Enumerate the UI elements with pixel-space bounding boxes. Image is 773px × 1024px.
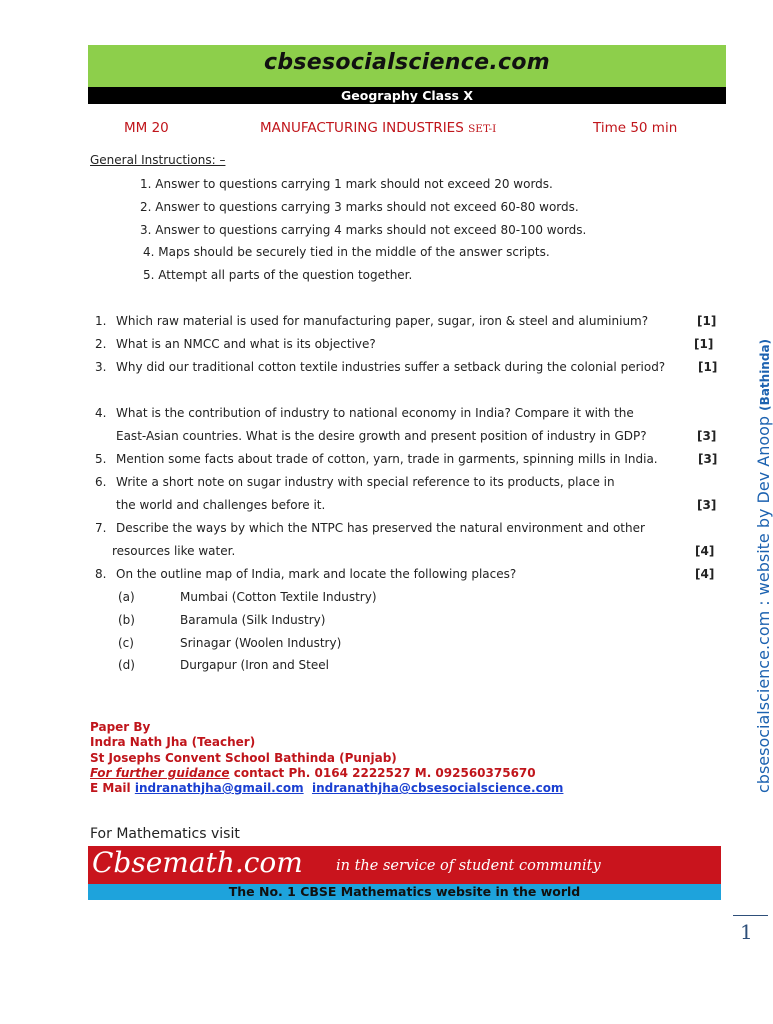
guidance-label: For further guidance: [90, 766, 230, 780]
instruction-item: 3. Answer to questions carrying 4 marks should not exceed 80-100 words.: [140, 223, 587, 237]
question-marks: [1]: [694, 337, 714, 351]
question-6: [95, 475, 615, 489]
question-text-line: the world and challenges before it.: [116, 498, 326, 512]
instruction-item: 4. Maps should be securely tied in the middle of the answer scripts.: [143, 245, 550, 259]
school-name: St Josephs Convent School Bathinda (Punjab): [90, 751, 397, 765]
place-text: Baramula (Silk Industry): [180, 613, 326, 627]
question-8: [95, 567, 517, 581]
email-line: [90, 781, 563, 795]
question-number: 2.: [95, 337, 107, 351]
question-1: [95, 314, 649, 328]
place-text: Mumbai (Cotton Textile Industry): [180, 590, 377, 604]
question-text: Mention some facts about trade of cotton, yarn, trade in garments, spinning mills in India.: [116, 452, 658, 466]
place-label: (d): [118, 658, 135, 672]
author-name: Indra Nath Jha (Teacher): [90, 735, 256, 749]
question-number: 8.: [95, 567, 107, 581]
side-main-text: cbsesocialscience.com : website by Dev Anoop: [754, 410, 773, 793]
question-text: Why did our traditional cotton textile industries suffer a setback during the colonial period?: [116, 360, 666, 374]
question-4: [95, 406, 634, 420]
question-2: [95, 337, 376, 351]
contact-details: contact Ph. 0164 2222527 M. 092560375670: [229, 766, 536, 780]
paper-topic: [260, 120, 496, 136]
question-number: 6.: [95, 475, 107, 489]
page-number: 1: [740, 920, 753, 944]
question-marks: [4]: [695, 544, 715, 558]
question-marks: [3]: [697, 498, 717, 512]
email-label: E Mail: [90, 781, 135, 795]
question-number: 5.: [95, 452, 107, 466]
max-marks: MM 20: [124, 120, 169, 136]
place-label: (c): [118, 636, 134, 650]
contact-line: [90, 766, 536, 780]
question-text: Describe the ways by which the NTPC has preserved the natural environment and other: [116, 521, 645, 535]
math-visit-text: For Mathematics visit: [90, 826, 240, 842]
math-banner[interactable]: [88, 846, 721, 884]
place-label: (a): [118, 590, 135, 604]
place-text: Durgapur (Iron and Steel: [180, 658, 329, 672]
page-number-rule: [733, 915, 768, 916]
question-marks: [4]: [695, 567, 715, 581]
question-5: [95, 452, 658, 466]
math-strip: The No. 1 CBSE Mathematics website in the world: [88, 884, 721, 900]
question-number: 4.: [95, 406, 107, 420]
instruction-item: 5. Attempt all parts of the question together.: [143, 268, 413, 282]
question-text-line: resources like water.: [112, 544, 236, 558]
side-website-credit: [754, 339, 773, 793]
question-text: Write a short note on sugar industry with special reference to its products, place in: [116, 475, 615, 489]
question-marks: [3]: [697, 429, 717, 443]
site-banner: [88, 45, 726, 87]
instruction-item: 2. Answer to questions carrying 3 marks should not exceed 60-80 words.: [140, 200, 579, 214]
instruction-item: 1. Answer to questions carrying 1 mark should not exceed 20 words.: [140, 177, 553, 191]
paper-by: Paper By: [90, 720, 151, 734]
email-link-1[interactable]: indranathjha@gmail.com: [134, 781, 304, 795]
question-marks: [1]: [697, 314, 717, 328]
question-marks: [1]: [698, 360, 718, 374]
place-text: Srinagar (Woolen Industry): [180, 636, 342, 650]
question-number: 1.: [95, 314, 107, 328]
question-marks: [3]: [698, 452, 718, 466]
question-7: [95, 521, 645, 535]
question-3: [95, 360, 666, 374]
set-label: SET-I: [468, 123, 497, 135]
math-tagline: in the service of student community: [336, 858, 601, 874]
question-text: Which raw material is used for manufacturing paper, sugar, iron & steel and aluminium?: [116, 314, 649, 328]
time-allowed: Time 50 min: [593, 120, 678, 136]
math-logo: Cbsemath.com: [92, 846, 303, 879]
topic-title: MANUFACTURING INDUSTRIES: [260, 120, 464, 136]
instructions-heading: General Instructions: –: [90, 153, 226, 167]
question-number: 3.: [95, 360, 107, 374]
email-link-2[interactable]: indranathjha@cbsesocialscience.com: [311, 781, 564, 795]
question-text-line: East-Asian countries. What is the desire growth and present position of industry in GDP?: [116, 429, 647, 443]
question-number: 7.: [95, 521, 107, 535]
subject-bar: Geography Class X: [88, 87, 726, 104]
question-text: What is an NMCC and what is its objective?: [116, 337, 376, 351]
question-text: On the outline map of India, mark and locate the following places?: [116, 567, 517, 581]
place-label: (b): [118, 613, 135, 627]
side-small-text: (Bathinda): [758, 338, 772, 411]
site-title: cbsesocialscience.com: [264, 50, 550, 75]
question-text: What is the contribution of industry to national economy in India? Compare it with the: [116, 406, 634, 420]
